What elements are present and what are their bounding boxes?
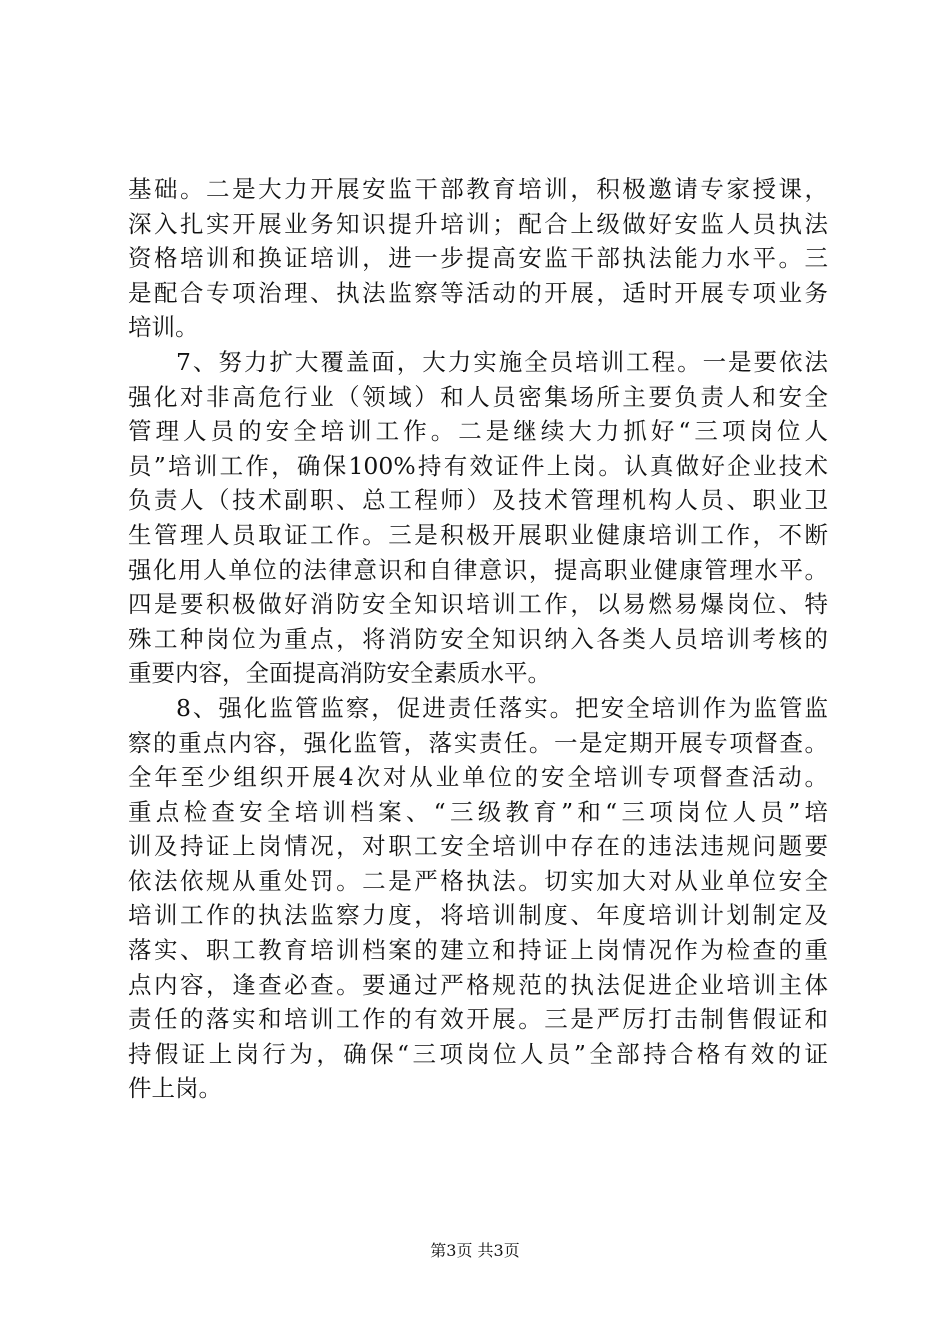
- text-line: 责任的落实和培训工作的有效开展。三是严厉打击制售假证和: [128, 1005, 828, 1034]
- text-line: 重点检查安全培训档案、“三级教育”和“三项岗位人员”培: [128, 797, 828, 826]
- text-line: 件上岗。: [128, 1074, 222, 1103]
- text-line: 8、强化监管监察，促进责任落实。把安全培训作为监管监: [176, 693, 828, 722]
- text-line: 强化用人单位的法律意识和自律意识，提高职业健康管理水平。: [128, 555, 828, 584]
- document-body: [128, 172, 828, 1106]
- text-line: 培训工作的执法监察力度，将培训制度、年度培训计划制定及: [128, 901, 828, 930]
- text-line: 资格培训和换证培训，进一步提高安监干部执法能力水平。三: [128, 244, 828, 273]
- page-footer: 第3页 共3页: [430, 1241, 520, 1260]
- text-line: 管理人员的安全培训工作。二是继续大力抓好“三项岗位人: [128, 417, 828, 446]
- text-line: 强化对非高危行业（领域）和人员密集场所主要负责人和安全: [128, 382, 828, 411]
- text-line: 7、努力扩大覆盖面，大力实施全员培训工程。一是要依法: [176, 347, 828, 376]
- text-line: 负责人（技术副职、总工程师）及技术管理机构人员、职业卫: [128, 486, 828, 515]
- text-line: 四是要积极做好消防安全知识培训工作，以易燃易爆岗位、特: [128, 590, 828, 619]
- text-line: 落实、职工教育培训档案的建立和持证上岗情况作为检查的重: [128, 936, 828, 965]
- text-line: 持假证上岗行为，确保“三项岗位人员”全部持合格有效的证: [128, 1039, 828, 1068]
- text-line: 是配合专项治理、执法监察等活动的开展，适时开展专项业务: [128, 278, 828, 307]
- text-line: 察的重点内容，强化监管，落实责任。一是定期开展专项督查。: [128, 728, 828, 757]
- text-line: 培训。: [128, 313, 199, 342]
- text-line: 殊工种岗位为重点，将消防安全知识纳入各类人员培训考核的: [128, 624, 828, 653]
- text-line: 员”培训工作，确保100%持有效证件上岗。认真做好企业技术: [128, 451, 828, 480]
- text-line: 点内容，逢查必查。要通过严格规范的执法促进企业培训主体: [128, 970, 828, 999]
- text-line: 基础。二是大力开展安监干部教育培训，积极邀请专家授课，: [128, 175, 828, 203]
- text-line: 全年至少组织开展4次对从业单位的安全培训专项督查活动。: [128, 763, 828, 792]
- text-line: 训及持证上岗情况，对职工安全培训中存在的违法违规问题要: [128, 832, 828, 861]
- text-line: 重要内容，全面提高消防安全素质水平。: [128, 659, 551, 688]
- text-line: 依法依规从重处罚。二是严格执法。切实加大对从业单位安全: [128, 866, 828, 895]
- text-line: 深入扎实开展业务知识提升培训；配合上级做好安监人员执法: [128, 209, 828, 238]
- text-line: 生管理人员取证工作。三是积极开展职业健康培训工作，不断: [128, 520, 828, 549]
